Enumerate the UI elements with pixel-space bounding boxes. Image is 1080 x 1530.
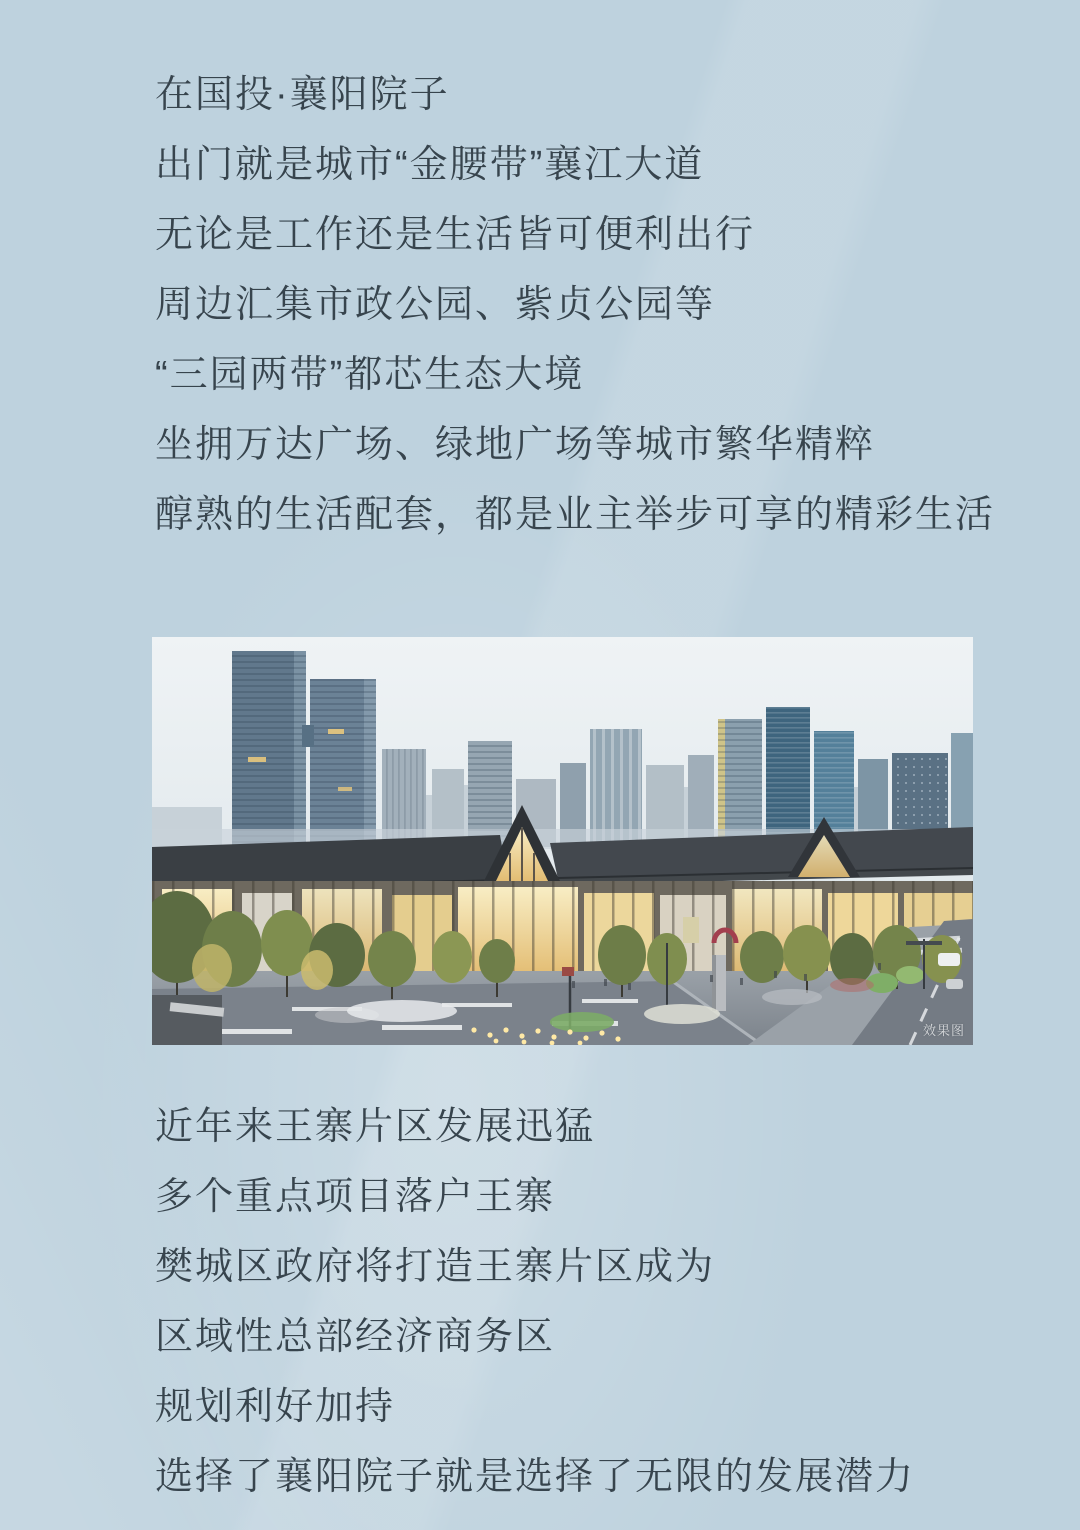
intro-line-2: 出门就是城市“金腰带”襄江大道: [155, 144, 705, 186]
outro-line-1: 近年来王寨片区发展迅猛: [155, 1106, 596, 1148]
photo-left-twin-towers: [232, 651, 376, 847]
city-street-illustration: [152, 637, 973, 1045]
outro-line-6: 选择了襄阳院子就是选择了无限的发展潜力: [155, 1456, 916, 1498]
intro-line-1: 在国投·襄阳院子: [155, 74, 450, 116]
outro-line-4: 区域性总部经济商务区: [155, 1316, 556, 1358]
city-street-photo: [152, 637, 973, 1045]
intro-line-3: 无论是工作还是生活皆可便利出行: [155, 214, 756, 256]
intro-line-5: “三园两带”都芯生态大境: [155, 354, 585, 396]
outro-paragraph: [155, 1092, 915, 1512]
photo-watermark: 效果图: [922, 1023, 965, 1038]
intro-line-7: 醇熟的生活配套，都是业主举步可享的精彩生活: [155, 494, 996, 536]
intro-line-6: 坐拥万达广场、绿地广场等城市繁华精粹: [155, 424, 876, 466]
outro-line-3: 樊城区政府将打造王寨片区成为: [155, 1246, 716, 1288]
outro-line-5: 规划利好加持: [155, 1386, 396, 1428]
intro-paragraph: [155, 60, 995, 550]
outro-line-2: 多个重点项目落户王寨: [155, 1176, 556, 1218]
intro-line-4: 周边汇集市政公园、紫贞公园等: [155, 284, 716, 326]
